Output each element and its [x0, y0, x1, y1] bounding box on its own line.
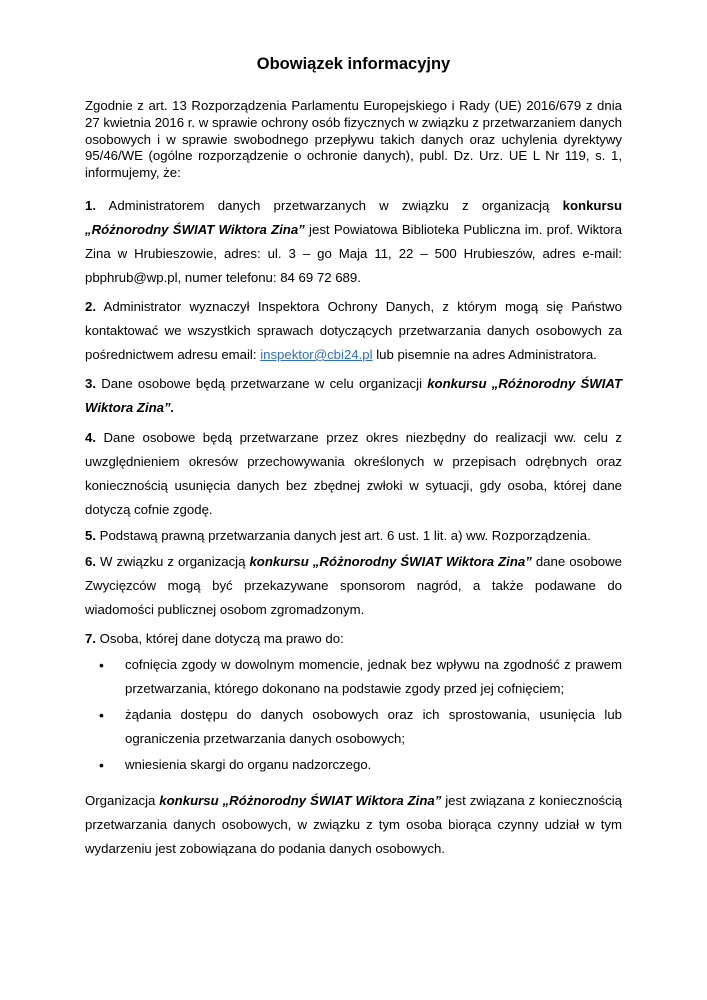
paragraph-1	[85, 194, 622, 290]
paragraph-number: 3.	[85, 376, 96, 391]
paragraph-text: Dane osobowe będą przetwarzane przez okres niezbędny do realizacji ww. celu z uwzględnieniem okresów przechowywania określonych w przepisach odrębnych oraz koniecznością usunięcia danych bez zbędnej zwłoki w sytuacji, gdy osoba, której dane dotyczą cofnie zgodę.	[85, 430, 622, 517]
page-title: Obowiązek informacyjny	[256, 55, 451, 73]
intro-paragraph: Zgodnie z art. 13 Rozporządzenia Parlamentu Europejskiego i Rady (UE) 2016/679 z dnia 27 kwietnia 2016 r. w sprawie ochrony osób fizycznych w związku z przetwarzaniem danych osobowych i w sprawie swobodnego przepływu takich danych oraz uchylenia dyrektywy 95/46/WE (ogólne rozporządzenie o ochronie danych), publ. Dz. Urz. UE L Nr 119, s. 1, informujemy, że:	[85, 98, 622, 181]
contest-name: „Różnorodny ŚWIAT Wiktora Zina”	[85, 222, 305, 237]
contest-keyword: konkursu	[562, 198, 622, 213]
list-item	[85, 653, 622, 701]
list-item-text: cofnięcia zgody w dowolnym momencie, jednak bez wpływu na zgodność z prawem przetwarzania, którego dokonano na podstawie zgody przed jej cofnięciem;	[125, 657, 622, 696]
list-item	[85, 753, 622, 777]
list-item	[85, 703, 622, 751]
paragraph-text: jest związana z koniecznością przetwarzania danych osobowych, w związku z tym osoba biorąca czynny udział w tym wydarzeniu jest zobowiązana do podania danych osobowych.	[85, 793, 622, 856]
email-link[interactable]: inspektor@cbi24.pl	[260, 347, 373, 362]
rights-list	[85, 653, 622, 777]
paragraph-7	[85, 627, 622, 651]
paragraph-text: Administrator wyznaczył Inspektora Ochrony Danych, z którym mogą się Państwo kontaktować we wszystkich sprawach dotyczących przetwarzania danych osobowych za pośrednictwem adresu email:	[85, 299, 622, 362]
paragraph-text: Osoba, której dane dotyczą ma prawo do:	[96, 631, 344, 646]
list-item-text: żądania dostępu do danych osobowych oraz ich sprostowania, usunięcia lub ograniczenia przetwarzania danych osobowych;	[125, 707, 622, 746]
paragraph-text: Organizacja	[85, 793, 160, 808]
paragraph-2	[85, 295, 622, 367]
closing-paragraph	[85, 789, 622, 861]
paragraph-6	[85, 550, 622, 622]
paragraph-number: 4.	[85, 430, 96, 445]
paragraph-3	[85, 372, 622, 420]
paragraph-text: jest Powiatowa Biblioteka Publiczna im. prof. Wiktora Zina w Hrubieszowie, adres: ul. 3 – go Maja 11, 22 – 500 Hrubieszów, adres e-mail: pbphrub@wp.pl, numer telefonu: 84 69 72 689.	[85, 222, 622, 285]
list-item-text: wniesienia skargi do organu nadzorczego.	[125, 757, 372, 772]
paragraph-4	[85, 426, 622, 522]
paragraph-number: 1.	[85, 198, 96, 213]
paragraph-number: 5.	[85, 528, 96, 543]
paragraph-text: dane osobowe Zwycięzców mogą być przekazywane sponsorom nagród, a także podawane do wiadomości publicznej osobom zgromadzonym.	[85, 554, 622, 617]
paragraph-number: 6.	[85, 554, 96, 569]
paragraph-text: Dane osobowe będą przetwarzane w celu organizacji	[96, 376, 428, 391]
bullet-icon: •	[99, 657, 104, 673]
paragraph-text: Administratorem danych przetwarzanych w związku z organizacją	[96, 198, 563, 213]
paragraph-number: 2.	[85, 299, 96, 314]
paragraph-5	[85, 524, 622, 548]
paragraph-text: Podstawą prawną przetwarzania danych jest art. 6 ust. 1 lit. a) ww. Rozporządzenia.	[96, 528, 591, 543]
contest-name: konkursu „Różnorodny ŚWIAT Wiktora Zina”	[159, 793, 442, 808]
bullet-icon: •	[99, 757, 104, 773]
paragraph-text: lub pisemnie na adres Administratora.	[372, 347, 597, 362]
paragraph-number: 7.	[85, 631, 96, 646]
paragraph-text: W związku z organizacją	[96, 554, 250, 569]
contest-name: konkursu „Różnorodny ŚWIAT Wiktora Zina”	[249, 554, 532, 569]
bullet-icon: •	[99, 707, 104, 723]
contest-name: konkursu „Różnorodny ŚWIAT Wiktora Zina”.	[85, 376, 623, 415]
